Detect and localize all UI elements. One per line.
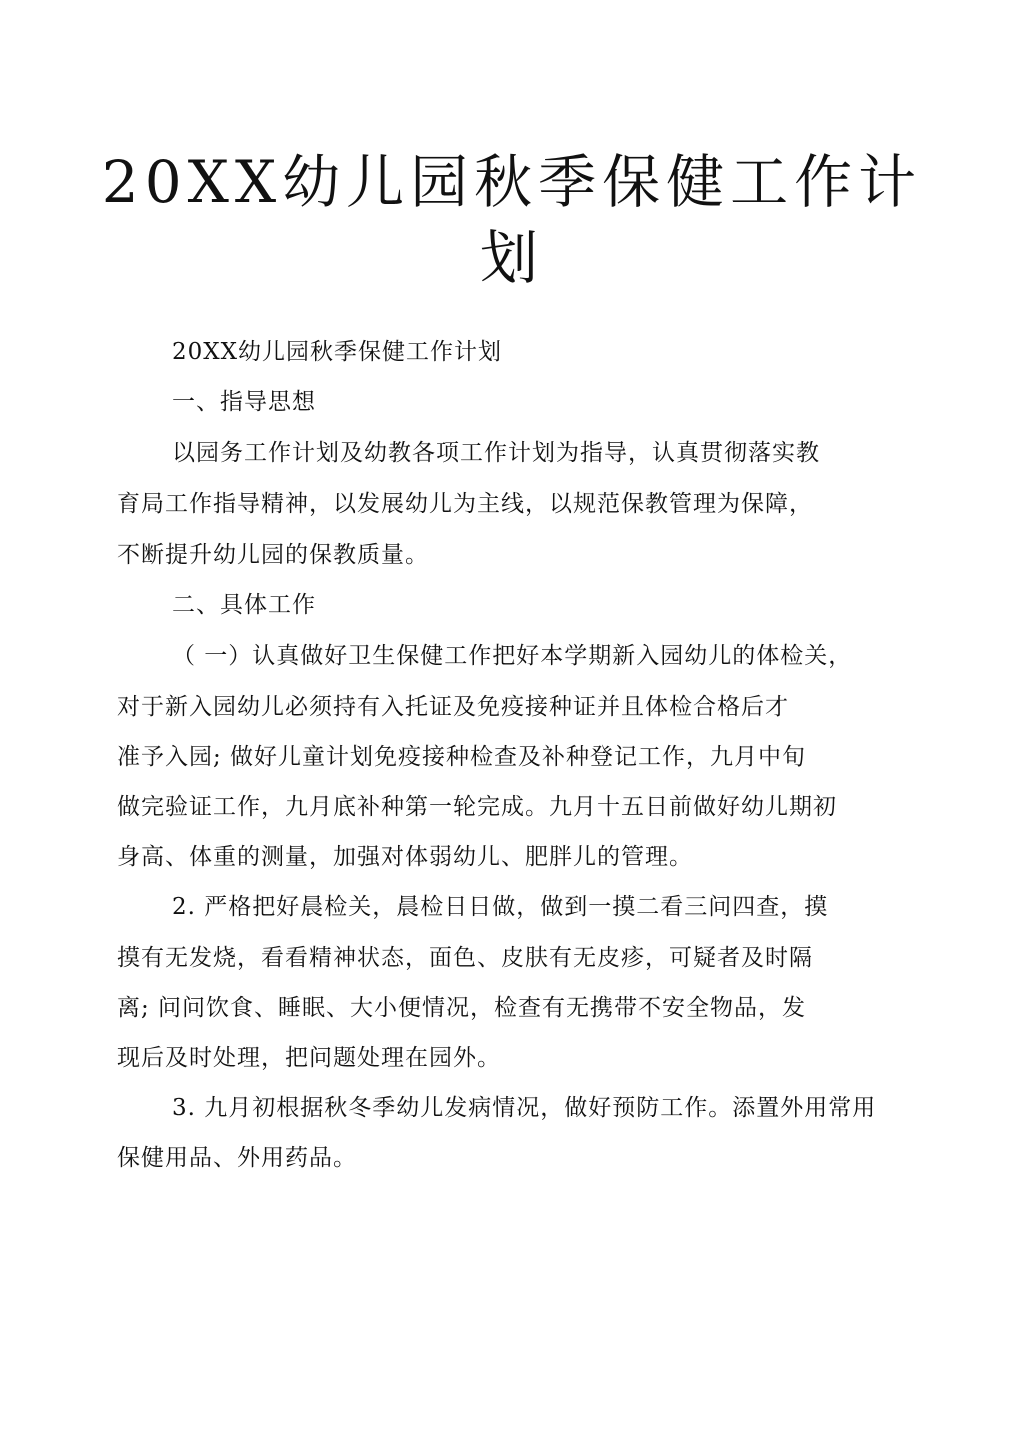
document-title-line-1: 20XX幼儿园秋季保健工作计 [101,148,923,216]
paragraph-line: 准予入园; 做好儿童计划免疫接种检查及补种登记工作，九月中旬 [117,744,807,770]
paragraph-line: 2. 严格把好晨检关，晨检日日做，做到一摸二看三问四查，摸 [172,894,829,920]
paragraph-line: 身高、体重的测量，加强对体弱幼儿、肥胖儿的管理。 [117,844,693,870]
paragraph-line: 保健用品、外用药品。 [117,1145,357,1171]
document-title-line-2: 划 [479,224,544,292]
section-heading-guiding-thought: 一、指导思想 [172,389,316,415]
paragraph-line: 离; 问问饮食、睡眠、大小便情况，检查有无携带不安全物品，发 [117,995,807,1021]
paragraph-line: 摸有无发烧，看看精神状态，面色、皮肤有无皮疹，可疑者及时隔 [117,945,813,971]
paragraph-line: 3. 九月初根据秋冬季幼儿发病情况，做好预防工作。添置外用常用 [172,1095,877,1121]
paragraph-line: 做完验证工作，九月底补种第一轮完成。九月十五日前做好幼儿期初 [117,794,837,820]
paragraph-line: 对于新入园幼儿必须持有入托证及免疫接种证并且体检合格后才 [117,694,789,720]
section-heading-specific-work: 二、具体工作 [172,592,316,618]
subtitle-line: 20XX幼儿园秋季保健工作计划 [172,339,503,365]
paragraph-line: 以园务工作计划及幼教各项工作计划为指导，认真贯彻落实教 [172,440,820,466]
paragraph-line: （ 一）认真做好卫生保健工作把好本学期新入园幼儿的体检关， [172,643,853,669]
paragraph-line: 现后及时处理，把问题处理在园外。 [117,1045,501,1071]
paragraph-line: 不断提升幼儿园的保教质量。 [117,542,429,568]
paragraph-line: 育局工作指导精神，以发展幼儿为主线，以规范保教管理为保障， [117,491,813,517]
